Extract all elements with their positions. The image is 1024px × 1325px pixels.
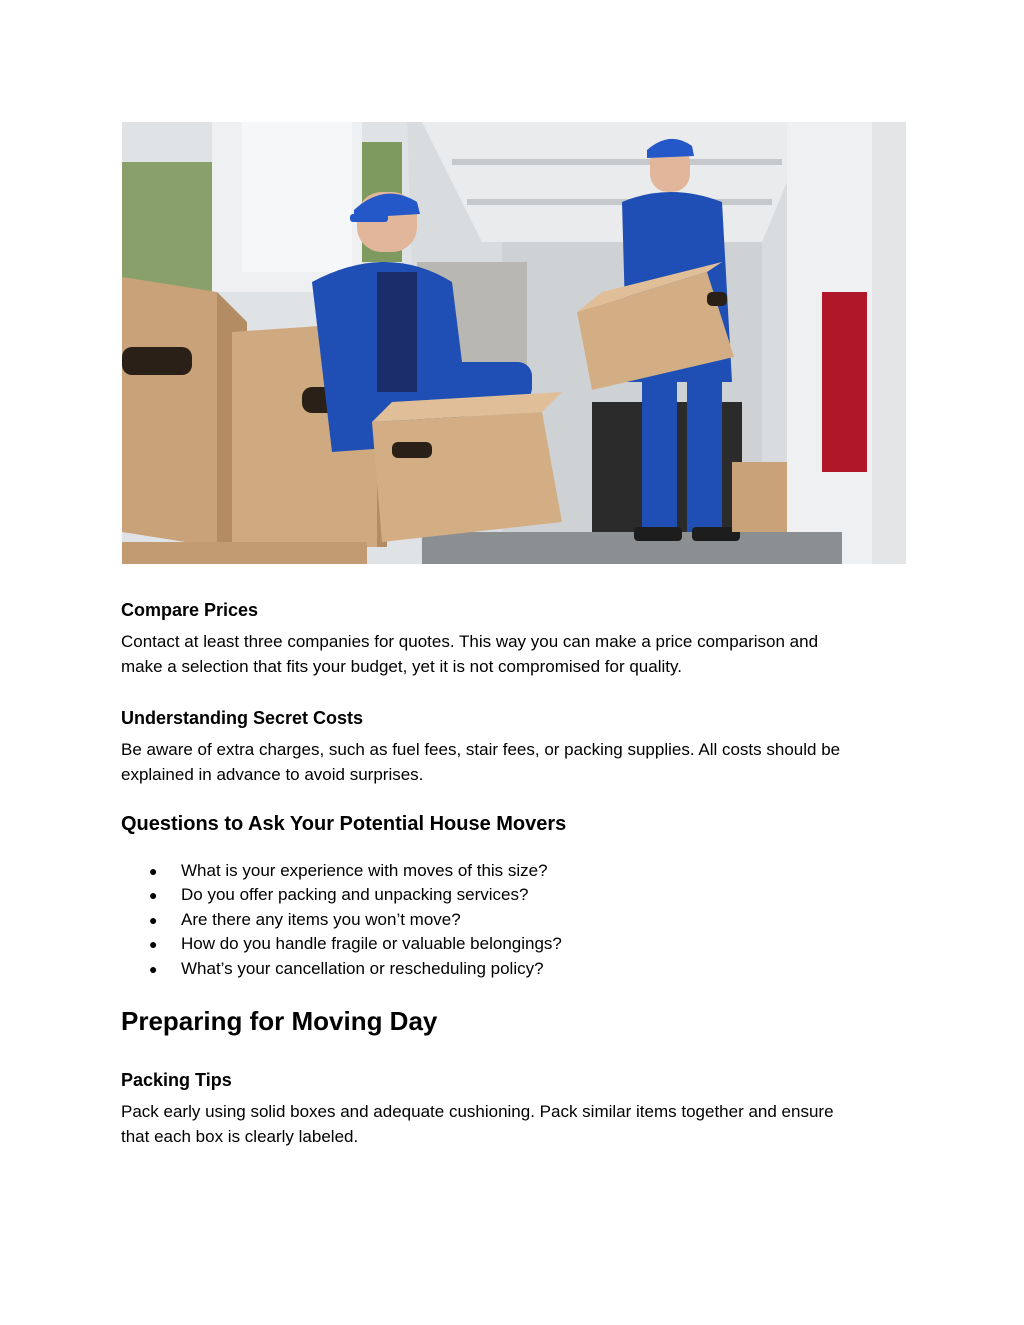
packing-tips-line-1: Pack early using solid boxes and adequate cushioning. Pack similar items together and ensure xyxy=(121,1102,834,1121)
bullet-icon: ● xyxy=(149,936,158,953)
packing-tips-paragraph xyxy=(121,1100,911,1149)
packing-tips-heading: Packing Tips xyxy=(121,1070,232,1090)
secret-costs-line-1: Be aware of extra charges, such as fuel fees, stair fees, or packing supplies. All costs should be xyxy=(121,740,841,759)
secret-costs-heading: Understanding Secret Costs xyxy=(121,708,364,728)
secret-costs-paragraph xyxy=(121,738,911,787)
compare-prices-line-1: Contact at least three companies for quotes. This way you can make a price comparison and xyxy=(121,632,819,651)
packing-tips-line-2: that each box is clearly labeled. xyxy=(121,1126,359,1146)
list-item: ● Do you offer packing and unpacking services? xyxy=(121,883,562,907)
compare-prices-line-2: make a selection that fits your budget, yet it is not compromised for quality. xyxy=(121,656,682,676)
bullet-icon: ● xyxy=(149,887,158,904)
list-item: ● What’s your cancellation or rescheduling policy? xyxy=(121,957,562,981)
list-item: ● How do you handle fragile or valuable belongings? xyxy=(121,932,562,956)
bullet-icon: ● xyxy=(149,960,158,977)
bullet-icon: ● xyxy=(149,911,158,928)
compare-prices-heading: Compare Prices xyxy=(121,600,259,620)
secret-costs-line-2: explained in advance to avoid surprises. xyxy=(121,764,424,784)
questions-heading: Questions to Ask Your Potential House Movers xyxy=(121,813,567,835)
list-item: ● What is your experience with moves of this size? xyxy=(121,859,562,883)
bullet-icon: ● xyxy=(149,863,158,879)
preparing-heading: Preparing for Moving Day xyxy=(121,1006,438,1036)
compare-prices-paragraph xyxy=(121,630,911,679)
list-item: ● Are there any items you won’t move? xyxy=(121,908,562,932)
movers-photo xyxy=(122,122,906,564)
questions-list xyxy=(121,859,562,981)
